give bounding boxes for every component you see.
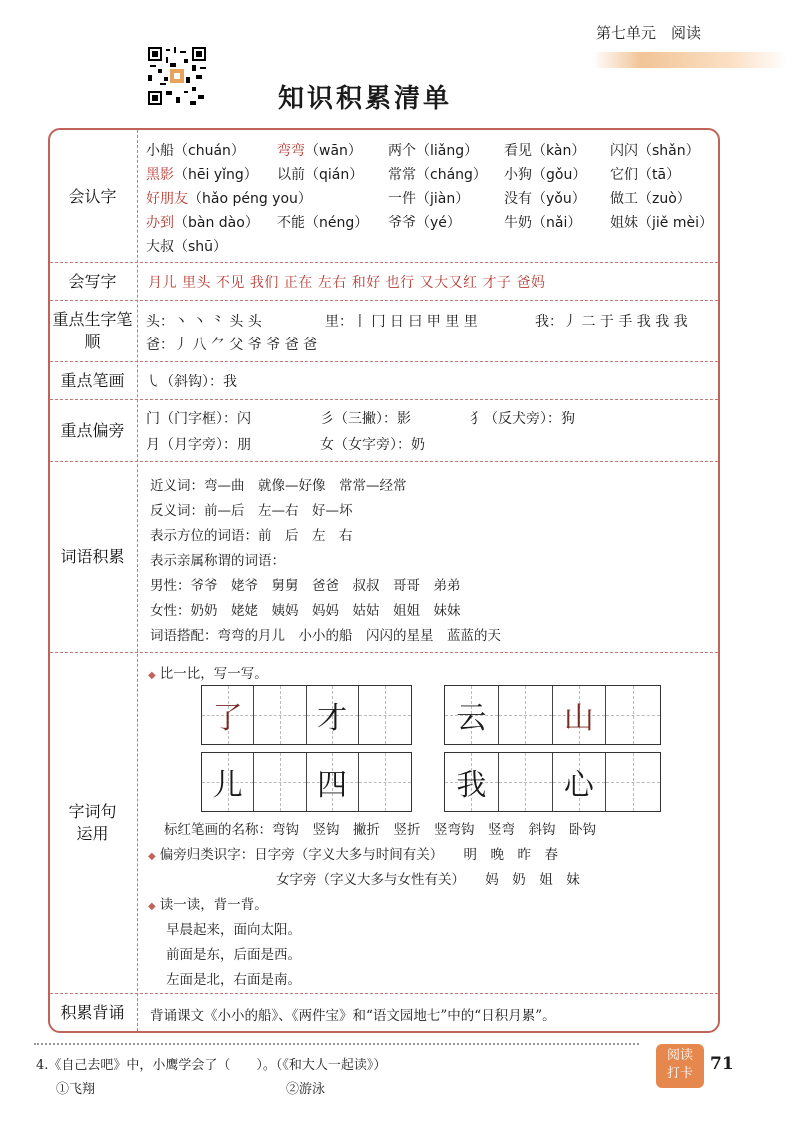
grid-cell[interactable]: 云	[445, 686, 499, 744]
char-pinyin: （jiàn）	[416, 191, 470, 207]
poem-line: 早晨起来，面向太阳。	[166, 922, 301, 938]
char-pinyin: （nǎi）	[532, 215, 582, 231]
badge-line-2: 打卡	[666, 1066, 693, 1081]
column-divider	[137, 130, 138, 1031]
char-word: 爷爷	[388, 215, 416, 231]
char-pinyin: （yǒu）	[532, 191, 586, 207]
diamond-bullet-icon: ◆	[148, 901, 156, 912]
recognize-char-item	[504, 164, 586, 184]
recognize-char-item	[504, 140, 585, 160]
char-word: 大叔	[146, 239, 174, 255]
row-separator	[50, 300, 718, 301]
key-stroke: ㇂（斜钩）：我	[146, 374, 237, 390]
compare-title-text: 比一比，写一写。	[159, 666, 268, 682]
recognize-char-item	[146, 236, 227, 256]
recognize-char-item	[388, 140, 478, 160]
grid-cell[interactable]	[254, 753, 306, 811]
recognize-char-item	[146, 164, 258, 184]
char-word: 办到	[146, 215, 174, 231]
recognize-char-item	[277, 140, 362, 160]
char-word: 弯弯	[277, 143, 305, 159]
stroke-order-tou: 头：丶 丶 ⺀ 头 头	[146, 314, 262, 330]
radical-men: 门（门字框）：闪	[146, 411, 251, 427]
char-pinyin: （shū）	[174, 239, 228, 255]
row-label-usage	[48, 653, 137, 993]
stroke-names: 标红笔画的名称：弯钩 竖钩 撇折 竖折 竖弯钩 竖弯 斜钩 卧钩	[164, 822, 596, 838]
char-pinyin: （jiě mèi）	[638, 215, 713, 231]
row-separator	[50, 993, 718, 994]
brush-stroke-decoration	[592, 52, 788, 68]
vocab-line: 表示亲属称谓的词语：	[150, 553, 285, 569]
unit-title: 第七单元 阅读	[596, 24, 702, 42]
char-word: 小船	[146, 143, 174, 159]
badge-line-1: 阅读	[666, 1048, 693, 1063]
char-pinyin: （zuò）	[638, 191, 691, 207]
recognize-char-item	[610, 188, 691, 208]
row-separator	[50, 461, 718, 462]
char-word: 两个	[388, 143, 416, 159]
unit-header	[588, 14, 800, 70]
char-word: 常常	[388, 167, 416, 183]
compare-title	[148, 662, 268, 682]
recognize-char-item	[146, 188, 312, 208]
row-label-recite: 积累背诵	[60, 1002, 125, 1022]
grid-cell[interactable]	[359, 753, 411, 811]
stroke-order-wo: 我：丿 ⼆ 于 手 我 我 我	[535, 314, 688, 330]
char-word: 一件	[388, 191, 416, 207]
char-word: 黑影	[146, 167, 174, 183]
grid-cell[interactable]	[606, 753, 660, 811]
char-word: 牛奶	[504, 215, 532, 231]
char-pinyin: （kàn）	[532, 143, 586, 159]
row-label-stroke-order: 重点生字笔顺	[52, 310, 133, 351]
row-label-write: 会写字	[68, 271, 117, 291]
page-number: 71	[710, 1054, 734, 1074]
grid-cell[interactable]: 儿	[202, 753, 254, 811]
recognize-char-item	[277, 164, 363, 184]
vocab-line: 反义词：前—后 左—右 好—坏	[150, 503, 353, 519]
recognize-char-item	[504, 212, 581, 232]
diamond-bullet-icon: ◆	[148, 851, 156, 862]
read-title: ◆ 读一读，背一背。	[148, 897, 268, 913]
grid-cell[interactable]: 山	[553, 686, 607, 744]
row-label-recognize: 会认字	[68, 187, 117, 206]
row-separator	[50, 262, 718, 263]
char-word: 做工	[610, 191, 638, 207]
char-pinyin: （hēi yǐng）	[174, 167, 258, 183]
grid-cell[interactable]: 了	[202, 686, 254, 744]
writing-grid-4[interactable]	[444, 752, 661, 812]
recognize-char-item	[610, 212, 713, 232]
recognize-char-item	[610, 164, 680, 184]
stroke-order-li: 里：丨 冂 日 曰 甲 里 里	[325, 314, 478, 330]
row-separator	[50, 399, 718, 400]
recognize-char-item	[146, 212, 259, 232]
char-pinyin: （wān）	[305, 143, 362, 159]
char-word: 它们	[610, 167, 638, 183]
writing-grid-3[interactable]	[201, 752, 412, 812]
recognize-char-item	[388, 212, 461, 232]
radical-nv: 女（女字旁）：奶	[320, 437, 425, 453]
char-word: 以前	[277, 167, 305, 183]
recite-content: 背诵课文《小小的船》、《两件宝》和“语文园地七”中的“日积月累”。	[150, 1008, 556, 1024]
grid-cell[interactable]: 我	[445, 753, 499, 811]
vocab-line: 词语搭配：弯弯的月儿 小小的船 闪闪的星星 蓝蓝的天	[150, 628, 501, 644]
char-word: 闪闪	[610, 143, 638, 159]
char-pinyin: （qián）	[305, 167, 364, 183]
grid-cell[interactable]	[359, 686, 411, 744]
diamond-bullet-icon: ◆	[148, 670, 156, 681]
stroke-order-ba: 爸：丿 八 ⺈ 父 爷 爷 爸 爸	[146, 337, 318, 353]
char-word: 好朋友	[146, 191, 188, 207]
recognize-char-item	[610, 140, 700, 160]
char-pinyin: （néng）	[305, 215, 369, 231]
poem-line: 左面是北，右面是南。	[166, 972, 301, 988]
char-pinyin: （liǎng）	[416, 143, 479, 159]
row-label-usage-text: 字词句运用	[68, 802, 117, 843]
char-word: 姐妹	[610, 215, 638, 231]
char-pinyin: （yé）	[416, 215, 461, 231]
row-label-key-stroke: 重点笔画	[60, 370, 125, 390]
radical-quan: 犭（反犬旁）：狗	[470, 411, 575, 427]
reading-checkin-badge[interactable]	[656, 1044, 704, 1088]
char-pinyin: （tā）	[638, 167, 681, 183]
footer-divider	[34, 1043, 639, 1045]
char-pinyin: （bàn dào）	[174, 215, 259, 231]
grid-cell[interactable]: 心	[553, 753, 607, 811]
option-1[interactable]: ①飞翔	[56, 1082, 96, 1097]
grid-cell[interactable]	[606, 686, 660, 744]
recognize-char-item	[388, 188, 469, 208]
recognize-char-item	[388, 164, 487, 184]
qr-code-icon[interactable]	[148, 47, 206, 105]
vocab-line: 表示方位的词语：前 后 左 右	[150, 528, 353, 544]
char-pinyin: （gǒu）	[532, 167, 587, 183]
char-pinyin: （chuán）	[174, 143, 245, 159]
grid-cell[interactable]	[254, 686, 306, 744]
recognize-char-item	[504, 188, 586, 208]
radical-shan: 彡（三撇）：影	[320, 411, 411, 427]
char-word: 不能	[277, 215, 305, 231]
vocab-line: 男性：爷爷 姥爷 舅舅 爸爸 叔叔 哥哥 弟弟	[150, 578, 461, 594]
row-separator	[50, 652, 718, 653]
grid-cell[interactable]	[499, 753, 553, 811]
option-2[interactable]: ②游泳	[286, 1082, 326, 1097]
poem-line: 前面是东，后面是西。	[166, 947, 301, 963]
grid-cell[interactable]	[499, 686, 553, 744]
radical-category-sun: ◆ 偏旁归类识字：日字旁（字义大多与时间有关） 明 晚 昨 春	[148, 847, 558, 863]
grid-cell[interactable]: 四	[307, 753, 359, 811]
char-pinyin: （cháng）	[416, 167, 487, 183]
writing-grid-1[interactable]	[201, 685, 412, 745]
char-word: 没有	[504, 191, 532, 207]
vocab-line: 女性：奶奶 姥姥 姨妈 妈妈 姑姑 姐姐 妹妹	[150, 603, 461, 619]
row-label-vocab: 词语积累	[60, 547, 125, 566]
recognize-char-item	[277, 212, 368, 232]
footer-question: 4.《自己去吧》中，小鹰学会了（ ）。（《和大人一起读》）	[36, 1058, 387, 1073]
char-word: 小狗	[504, 167, 532, 183]
row-label-radicals: 重点偏旁	[60, 420, 125, 440]
grid-cell[interactable]: 才	[307, 686, 359, 744]
write-chars: 月儿 里头 不见 我们 正在 左右 和好 也行 又大又红 才子 爸妈	[148, 275, 546, 291]
row-separator	[50, 361, 718, 362]
radical-category-female: 女字旁（字义大多与女性有关） 妈 奶 姐 妹	[276, 872, 580, 888]
recognize-char-item	[146, 140, 245, 160]
radical-yue: 月（月字旁）：朋	[146, 437, 251, 453]
page-title: 知识积累清单	[278, 84, 453, 114]
writing-grid-2[interactable]	[444, 685, 661, 745]
vocab-line: 近义词：弯—曲 就像—好像 常常—经常	[150, 478, 407, 494]
char-word: 看见	[504, 143, 532, 159]
char-pinyin: （hǎo péng you）	[188, 191, 312, 207]
char-pinyin: （shǎn）	[638, 143, 700, 159]
